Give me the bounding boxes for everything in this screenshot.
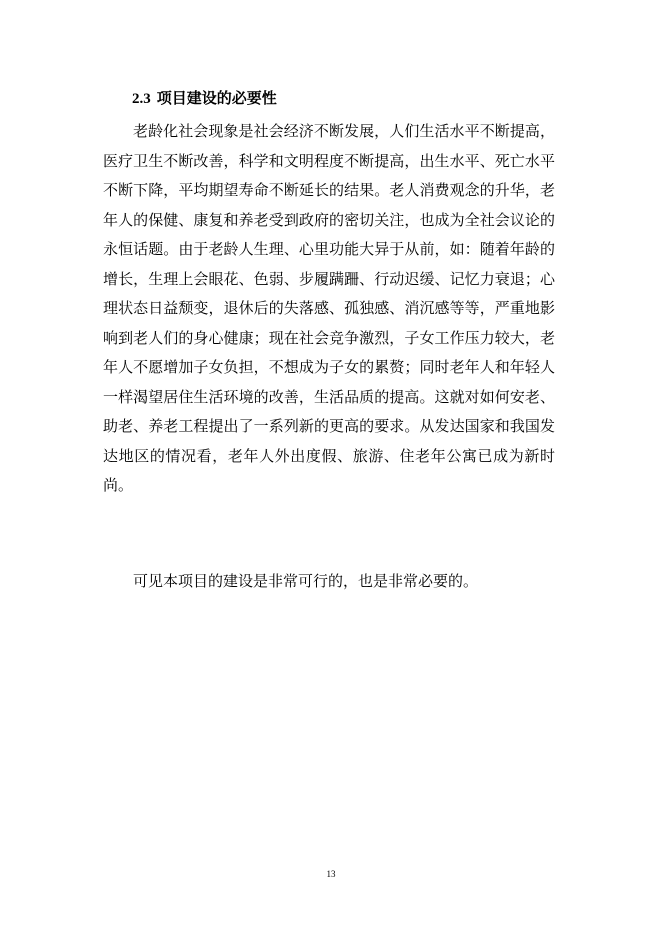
body-paragraph: 老龄化社会现象是社会经济不断发展，人们生活水平不断提高，医疗卫生不断改善，科学和文明程度不断提高，出生水平、死亡水平不断下降，平均期望寿命不断延长的结果。老人消费观念的升华，老年人的保健、康复和养老受到政府的密切关注，也成为全社会议论的永恒话题。由于老龄人生理、心里功能大异于从前，如：随着年龄的增长，生理上会眼花、色弱、步履蹒跚、行动迟缓、记忆力衰退；心理状态日益颓变，退休后的失落感、孤独感、消沉感等等，严重地影响到老人们的身心健康；现在社会竞争激烈，子女工作压力较大，老年人不愿增加子女负担，不想成为子女的累赘；同时老年人和年轻人一样渴望居住生活环境的改善，生活品质的提高。这就对如何安老、助老、养老工程提出了一系列新的更高的要求。从发达国家和我国发达地区的情况看，老年人外出度假、旅游、住老年公寓已成为新时尚。	[103, 122, 555, 494]
page-number: 13	[326, 869, 336, 879]
section-heading	[132, 88, 277, 109]
section-title: 项目建设的必要性	[156, 89, 277, 107]
body-paragraph: 可见本项目的建设是非常可行的，也是非常必要的。	[133, 572, 479, 590]
section-number: 2.3	[132, 91, 151, 107]
